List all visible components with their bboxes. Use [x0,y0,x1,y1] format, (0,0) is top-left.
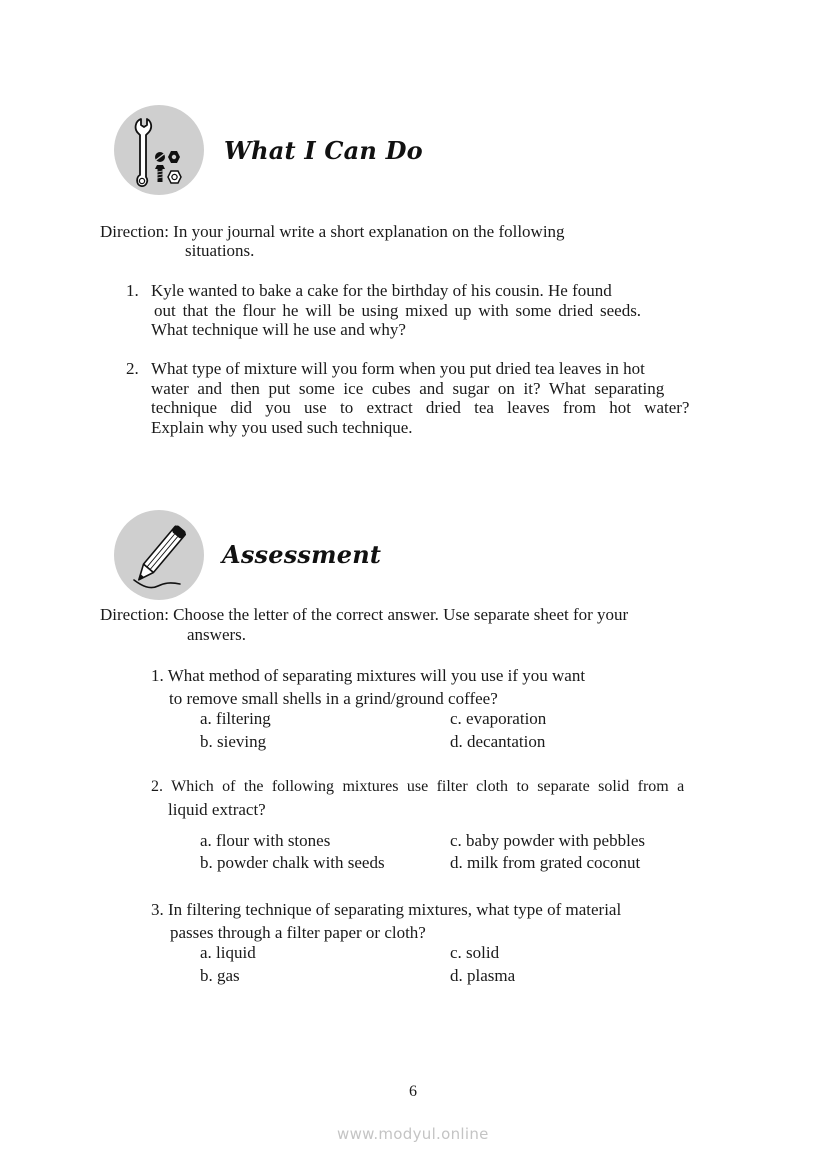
choice-d: d. decantation [450,732,546,751]
choice-d: d. milk from grated coconut [450,853,641,872]
choice-c: c. baby powder with pebbles [450,831,645,850]
question-text-continued: passes through a filter paper or cloth? [170,923,426,942]
question-text-continued: to remove small shells in a grind/ground coffee? [169,689,498,708]
question-text: 1. What method of separating mixtures will you use if you want [151,666,586,685]
watermark: www.modyul.online [337,1125,489,1143]
question-text: 3. In filtering technique of separating mixtures, what type of material [151,900,622,919]
choice-a: a. liquid [200,943,256,962]
situation-item-1 [151,281,727,340]
item-line: Explain why you used such technique. [151,417,413,437]
item-number: 1. [126,281,139,300]
item-line: water and then put some ice cubes and sugar on it? What separating [151,378,665,398]
item-number: 2. [126,359,139,378]
choice-a: a. flour with stones [200,831,331,850]
question-1 [151,664,731,710]
choice-b: b. sieving [200,732,267,751]
section-title-assessment: Assessment [222,540,382,569]
choice-c: c. evaporation [450,709,547,728]
assessment-icon-circle [114,510,204,600]
choice-b: b. powder chalk with seeds [200,853,385,872]
direction-text-continued: situations. [185,241,255,260]
direction-text: Direction: In your journal write a short explanation on the following [100,222,565,241]
question-text-continued: liquid extract? [168,800,266,819]
item-line: out that the flour he will be using mixed up with some dried seeds. [154,300,642,320]
item-line: What type of mixture will you form when you put dried tea leaves in hot [151,359,645,378]
item-line: Kyle wanted to bake a cake for the birthday of his cousin. He found [151,281,612,300]
section-title-what-i-can-do: What I Can Do [224,136,423,165]
question-2 [151,775,731,821]
item-line: What technique will he use and why? [151,320,406,339]
page-number: 6 [409,1083,417,1100]
question-text: 2. Which of the following mixtures use filter cloth to separate solid from a [151,778,685,795]
direction-text: Direction: Choose the letter of the correct answer. Use separate sheet for your [100,605,629,624]
wrench-and-bolts-icon [114,105,204,195]
direction-text-continued: answers. [187,625,247,644]
item-line: technique did you use to extract dried tea leaves from hot water? [151,398,690,417]
question-3 [151,898,731,944]
pencil-icon [114,510,204,600]
what-i-can-do-icon-circle [114,105,204,195]
choice-b: b. gas [200,966,240,985]
choice-c: c. solid [450,943,500,962]
choice-d: d. plasma [450,966,516,985]
choice-a: a. filtering [200,709,271,728]
situation-item-2 [151,359,727,437]
